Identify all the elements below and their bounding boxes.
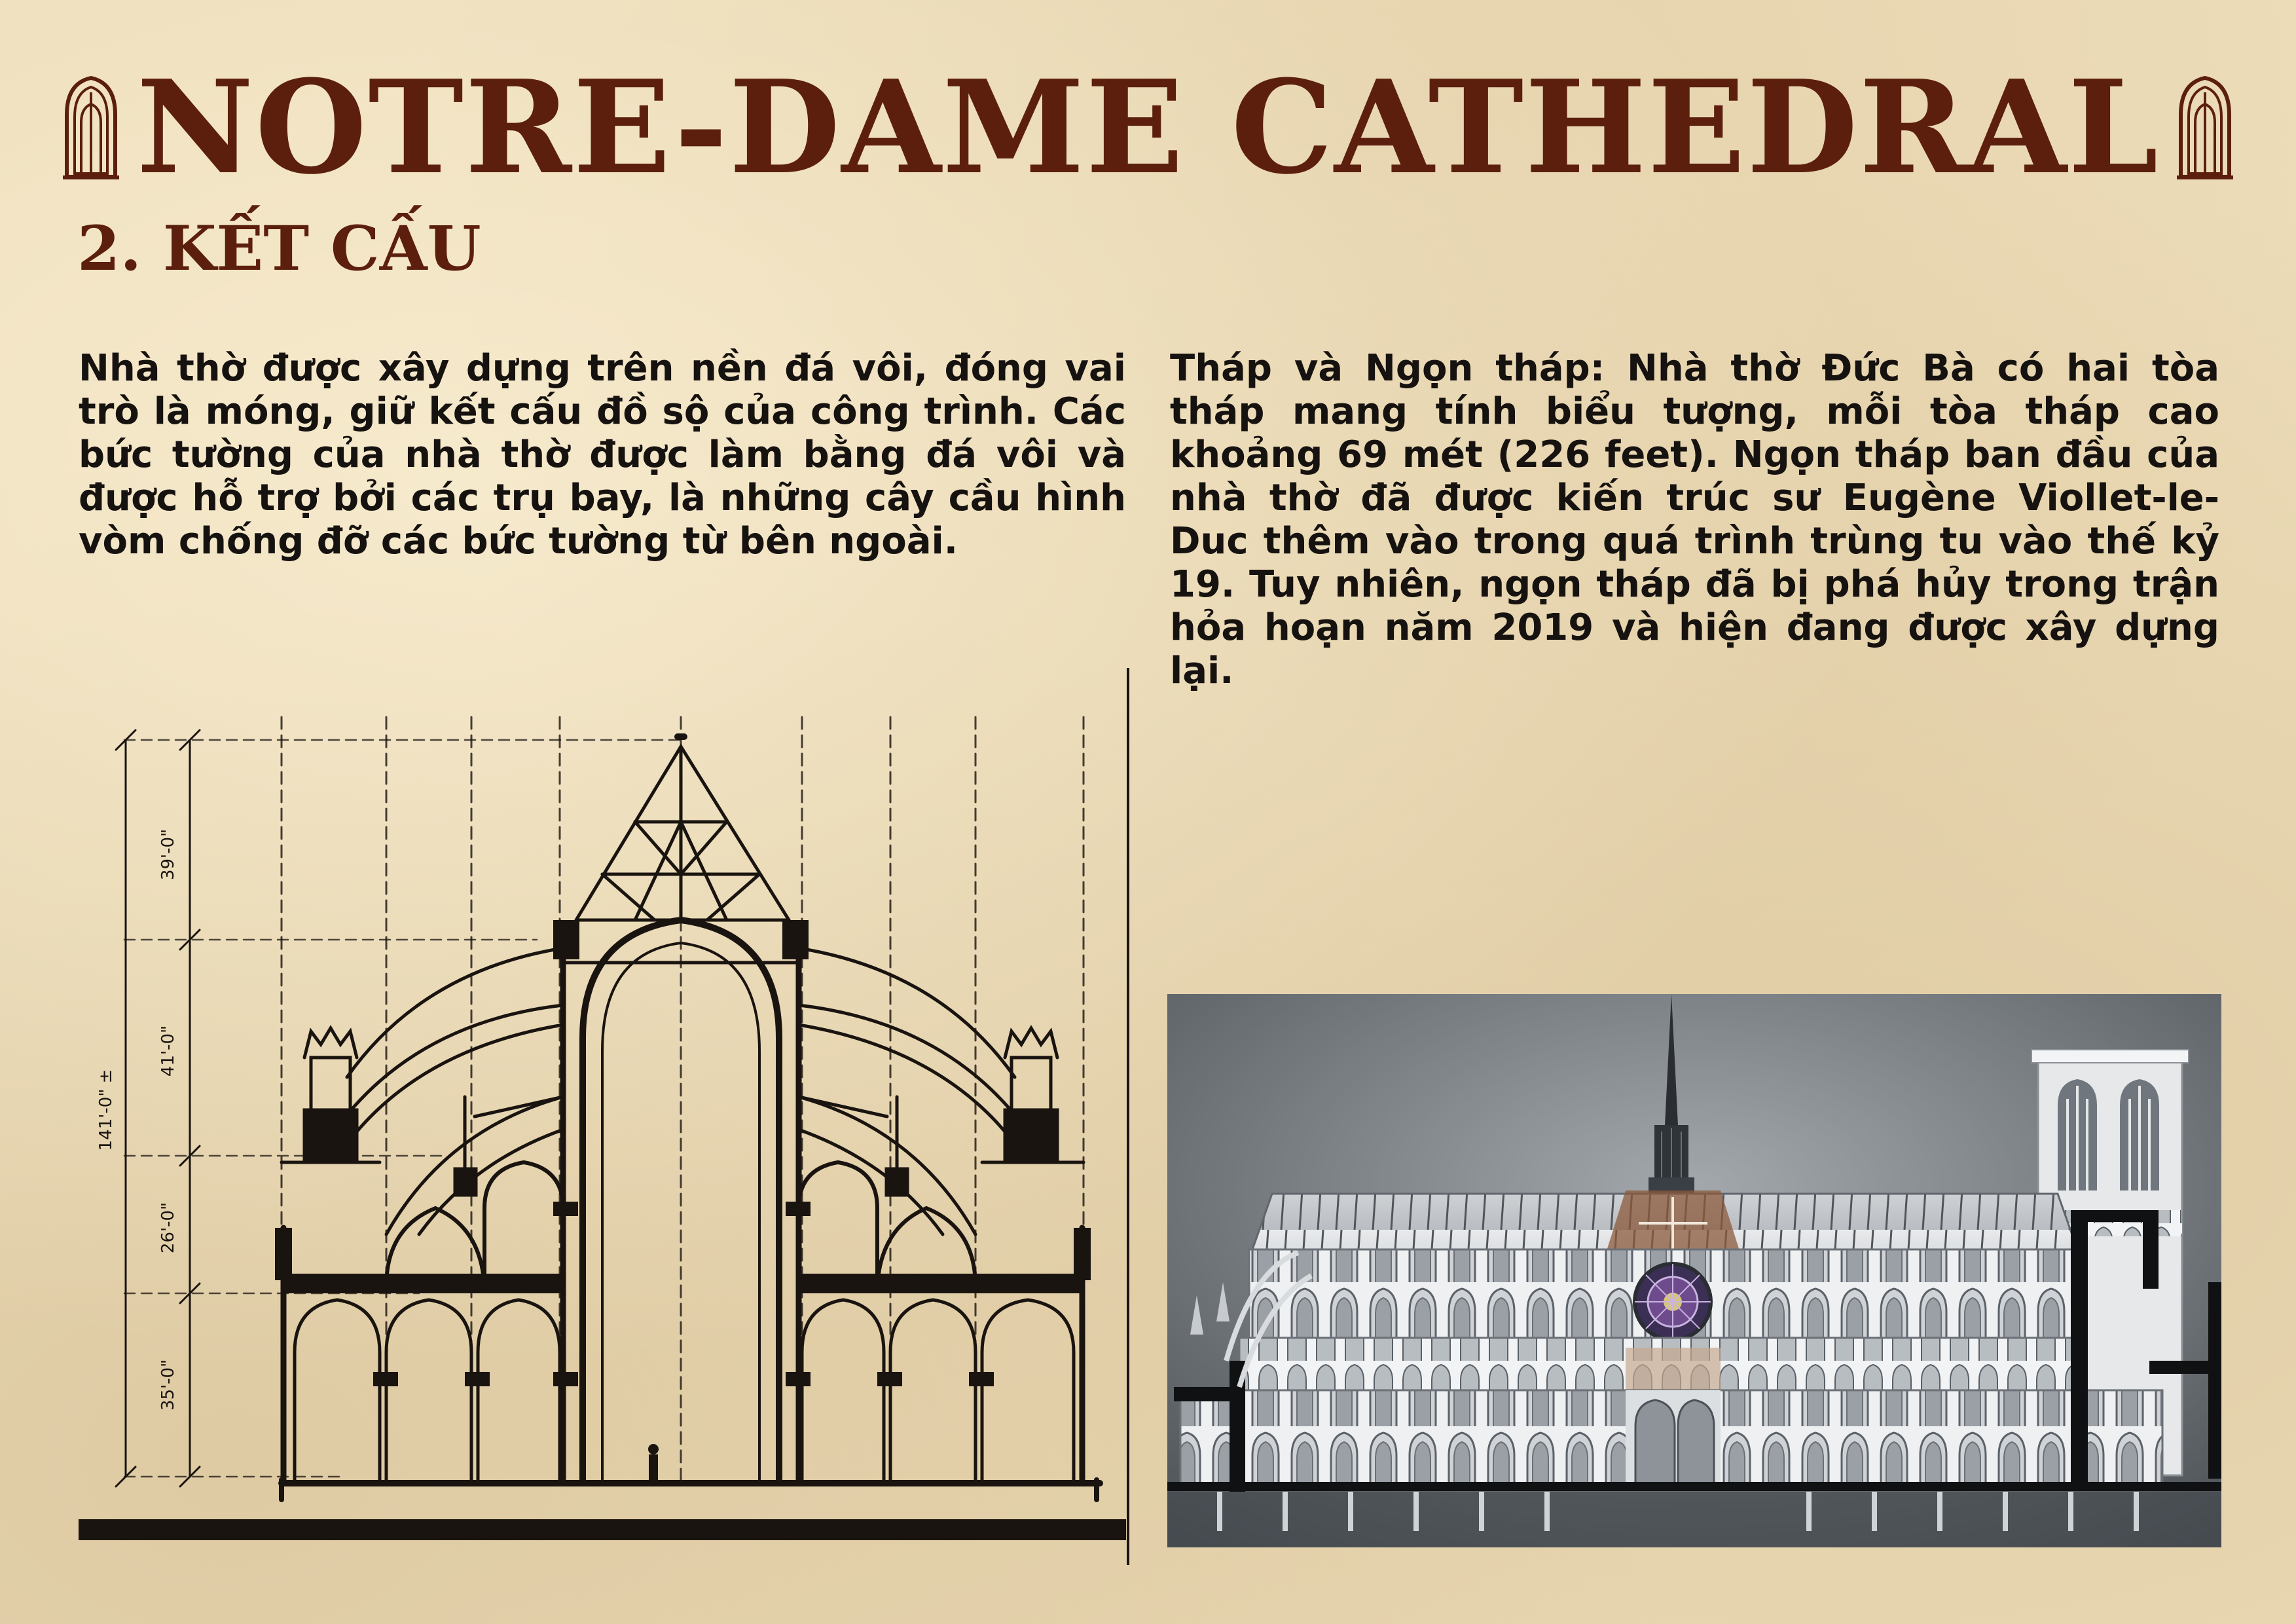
page-title: NOTRE-DAME CATHEDRAL — [136, 52, 2160, 203]
section-heading: 2. KẾT CẤU — [77, 213, 481, 285]
render-svg — [1167, 994, 2221, 1547]
dimension-label: 39'-0" — [158, 828, 178, 881]
right-paragraph: Tháp và Ngọn tháp: Nhà thờ Đức Bà có hai tòa tháp mang tính biểu tượng, mỗi tòa tháp cao khoảng 69 mét (226 feet). Ngọn tháp ban đầu của nhà thờ đã được kiến trúc sư Eugène Viollet-le-Duc thêm vào trong quá trình trùng tu vào thế kỷ 19. Tuy nhiên, ngọn tháp đã bị phá hủy trong trận hỏa hoạn năm 2019 và hiện đang được xây dựng lại. — [1170, 347, 2219, 692]
cross-section-svg — [79, 710, 1126, 1555]
gothic-window-icon — [62, 75, 120, 180]
column-divider — [1127, 668, 1129, 1565]
total-height-label: 141'-0" ± — [96, 1069, 116, 1151]
dimension-label: 35'-0" — [158, 1359, 178, 1411]
cathedral-render-image — [1167, 994, 2221, 1547]
left-paragraph: Nhà thờ được xây dựng trên nền đá vôi, đóng vai trò là móng, giữ kết cấu đồ sộ của công trình. Các bức tường của nhà thờ được làm bằng đá vôi và được hỗ trợ bởi các trụ bay, là những cây cầu hình vòm chống đỡ các bức tường từ bên ngoài. — [79, 347, 1126, 563]
title-row — [0, 52, 2296, 203]
cross-section-drawing — [79, 710, 1126, 1555]
gothic-window-icon — [2176, 75, 2234, 180]
dimension-label: 41'-0" — [158, 1025, 178, 1077]
dimension-label: 26'-0" — [158, 1202, 178, 1254]
